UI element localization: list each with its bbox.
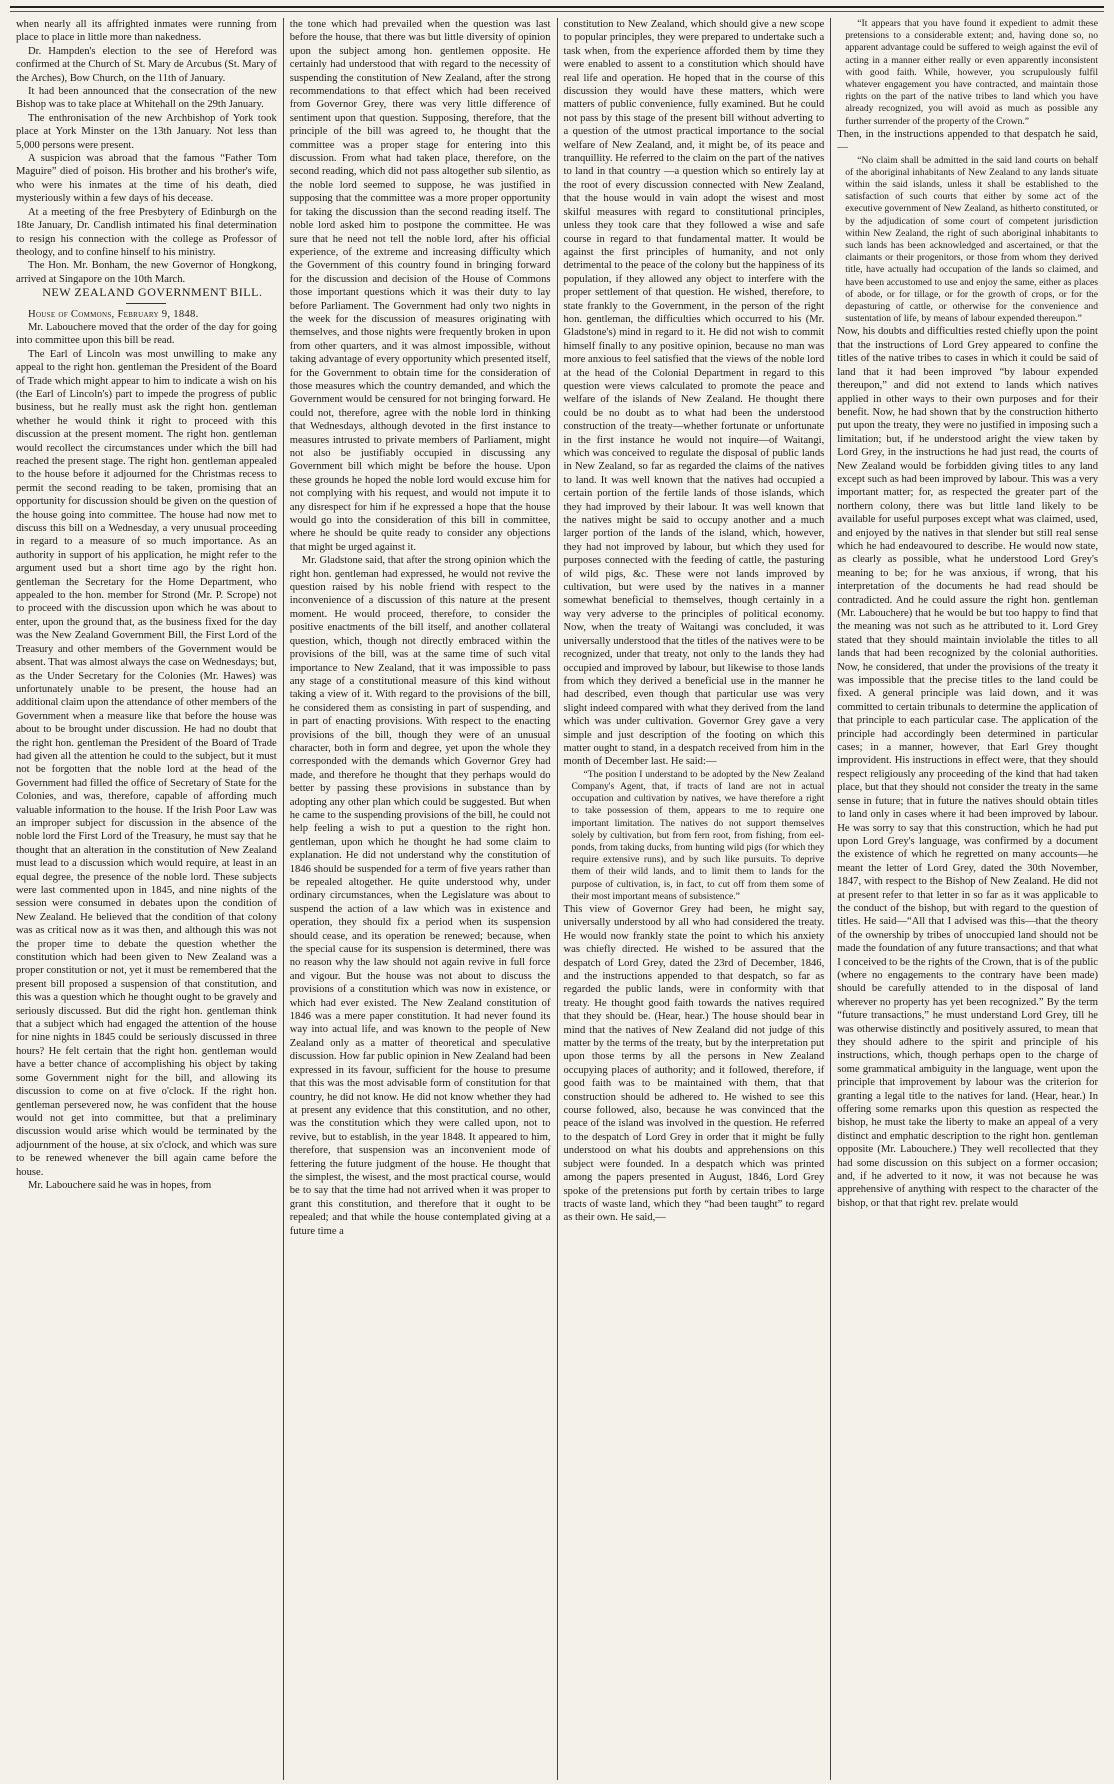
- paragraph: constitution to New Zealand, which should give a new scope to popular principles, they were prepared to undertake such a task when, from the experience afforded them by time they were enabled to assent to a constitution which should have real life and operation. He hoped that in the course of this discussion they would have these matters, which were matters of public convenience, fully examined. But he could not pass by this stage of the present bill without adverting to a question of the utmost practical importance to the social welfare of New Zealand, and, it might be, of its peace and tranquillity. He referred to the claim on the part of the natives to land in that country —a question which so entirely lay at the root of every discussion connected with New Zealand, that the house would in vain adopt the wisest and most skilful measures with regard to constitutional principles, unless they took care that they followed a wise and safe course in regard to that fundamental matter. It would be against the first principles of humanity, and not only detrimental to the peace of the colony but the happiness of its population, if they allowed any object to interfere with the proper settlement of that question. He wished, therefore, to state frankly to the Government, in the person of the right hon. gentleman, the difficulties which occurred to his (Mr. Gladstone's) mind in regard to it. He did not wish to commit himself finally to any positive opinion, because no man was more anxious to feel satisfied that the views of the noble lord at the head of the Colonial Department in regard to this question were views calculated to promote the peace and welfare of the islands of New Zealand. He thought there could be no doubt as to what had been the understood construction of the treaty—whether fortunate or unfortunate in the first instance he would not inquire—of Waitangi, which was conceived to regulate the disposal of public lands in New Zealand, so far as regarded the claims of the natives to land. It was well known that the natives had occupied a certain portion of the fertile lands of those islands, which they had improved by their labour. It was well known that the natives might be said to occupy another and a much larger portion of the lands of the island, which, however, they had not improved by labour, but which they used for purposes connected with the feeding of cattle, the pasturing of wild pigs, &c. These were not lands improved by cultivation, but were used by the natives in a manner somewhat beneficial to themselves, though certainly in a way very adverse to the principles of political economy. Now, when the treaty of Waitangi was concluded, it was universally understood that the titles of the natives were to be recognized, under that treaty, not only to the lands they had occupied and improved by labour, but likewise to those lands from which they derived a beneficial use in the manner he had described, even though that particular use was very slight indeed compared with what they derived from the land which was under cultivation. Governor Grey gave a very simple and just description of the footing on which this matter ought to stand, in a despatch received from him in the month of December last. He said:—: [563, 19, 825, 768]
- quoted-passage: “The position I understand to be adopted by the New Zealand Company's Agent, that, if tracts of land are not in actual occupation and cultivation by natives, we have therefore a right to take possession of them, appears to me to require one important limitation. The natives do not support themselves solely by cultivation, but from fern root, from fishing, from eel-ponds, from taking ducks, from hunting wild pigs (for which they require extensive runs), and by such like pursuits. To deprive them of their wild lands, and to limit them to lands for the purpose of cultivation, is, in fact, to cut off from them some of their most important means of subsistence.”: [571, 768, 825, 902]
- heading-divider: [126, 303, 166, 304]
- paragraph: This view of Governor Grey had been, he might say, universally understood by all who had considered the treaty. He would now frankly state the point to which his anxiety was chiefly directed. He wished to be assured that the despatch of Lord Grey, dated the 23rd of December, 1846, and the instructions appended to that despatch, so far as regarded the public lands, were in conformity with that treaty. He thought good faith towards the natives required that they should be. (Hear, hear.) The house should bear in mind that the natives of New Zealand did not judge of this matter by the terms of the treaty, but by the interpretation put upon those terms by all the persons in New Zealand occupying places of authority; and it followed, therefore, if good faith was to be maintained with them, that that construction should be adhered to. He wished to see this course followed, also, because he was convinced that the peace of the island was involved in the question. He referred to the despatch of Lord Grey in order that it might be fully understood on what his doubts and apprehensions on this subject were founded. In a despatch which was printed among the papers presented in August, 1846, Lord Grey spoke of the pretensions put forth by certain tribes to large tracts of waste land, which they “had been taught” to regard as their own. He said,—: [563, 903, 825, 1224]
- paragraph: Now, his doubts and difficulties rested chiefly upon the point that the instructions of Lord Grey appeared to confine the titles of the native tribes to cases in which it could be said of land that it had been improved “by labour expended thereupon,” and did not extend to lands which natives applied in other ways to their own purposes and for their benefit. Now, he had shown that by the construction hitherto put upon the treaty, they were no justified in imposing such a limitation; but, if he understood aright the view taken by Lord Grey, in the instructions he had just read, the courts of New Zealand would be forbidden giving titles to any land except such as had been improved by labour. This was a very important matter; for, as respected the greater part of the northern colony, there was but little land likely to be available for useful purposes except what was claimed, used, and enjoyed by the natives in that slender but still real sense which he had endeavoured to describe. He would now state, as clearly as possible, what he understood Lord Grey's meaning to be; for he was anxious, if wrong, that his interpretation of the documents he had read should be contradicted. And he could assure the right hon. gentleman (Mr. Labouchere) that he would be but too happy to find that the meaning was not such as he attributed to it. Lord Grey stated that they should maintain inviolable the titles to all lands that had been recognized by the colonial authorities. Now, he considered, that under the provisions of the treaty it was impossible that the precise titles to the land could be fixed. A general principle was laid down, and it was committed to certain tribunals to determine the application of that principle to each particular case. The application of the principle had accordingly been determined in particular cases; in a manner, however, that Earl Grey thought improvident. His instructions in effect were, that they should respect religiously any proceeding of the kind that had taken place, but that they should not consider the treaty in the same sense in future; that in future the natives should obtain titles to land only in cases where it had been improved by labour. He was sorry to say that this construction, which he had put upon Lord Grey's language, was confirmed by a document the existence of which he regretted on many accounts—he meant the letter of Lord Grey, dated the 30th November, 1847, with respect to the Bishop of New Zealand. He did not at present refer to that letter in so far as it was applicable to the conduct of the bishop, but with regard to the question of titles. He said—“All that I advised was this—that the theory of the ownership by tribes of unoccupied land should not be made the foundation of any future transactions; and that what I conceived to be the rights of the Crown, that is of the public (where no engagements to the contrary have been made) should be carefully attended to in the disposal of land wherever no property has yet been recognized.” By the term “future transactions,” he must understand Lord Grey, till he was otherwise distinctly and positively assured, to mean that they should adhere to the spirit and principle of his instructions, which, though perhaps open to the charge of some grammatical ambiguity in the language, went upon the principle that improvement by labour was the criterion for granting a legal title to the natives for land. (Hear, hear.) In offering some remarks upon this question as respected the bishop, he must take the liberty to make an appeal of a very distinct and emphatic description to the right hon. gentleman opposite (Mr. Labouchere.) They well recollected that they had some discussion on this subject on a former occasion; and, if he adverted to it now, it was not because he was apprehensive of anything with respect to the character of the bishop, or that that right rev. prelate would: [837, 326, 1098, 1209]
- paragraph: Dr. Hampden's election to the see of Hereford was confirmed at the Church of St. Mary de Arcubus (St. Mary of the Arches), Bow Church, on the 11th of January.: [16, 45, 277, 84]
- paragraph: when nearly all its affrighted inmates were running from place to place in little more than nakedness.: [16, 19, 277, 44]
- article-heading: NEW ZEALAND GOVERNMENT BILL.: [42, 285, 263, 300]
- quoted-passage: “It appears that you have found it expedient to admit these pretensions to a considerable extent; and, having done so, no apparent advantage could be suffered to weigh against the evil of acting in a manner either really or even apparently inconsistent with good faith. While, however, you scrupulously fulfil whatever engagement you have contracted, and maintain those rights on the part of the native tribes to land which you have already recognized, you will avoid as much as possible any further surrender of the property of the Crown.”: [845, 18, 1098, 127]
- paragraph: The Earl of Lincoln was most unwilling to make any appeal to the right hon. gentleman the President of the Board of Trade which might appear to him to indicate a wish on his (the Earl of Lincoln's) part to impede the progress of public business, but he really must ask the right hon. gentleman whether he would think it right to proceed with this discussion at the present moment. The right hon. gentleman would recollect the circumstances under which the bill had reached the present stage. The right hon. gentleman appealed to the house before it adjourned for the Christmas recess to permit the second reading to be taken, promising that an opportunity for discussion should be given on the question of the house going into committee. The house had now met to discuss this bill on a Wednesday, a very unusual proceeding in regard to a measure of so much importance. As an authority in support of his application, he might refer to the argument used but a short time ago by the right hon. gentleman the Secretary for the Home Department, who appealed to the hon. member for Strond (Mr. P. Scrope) not to proceed with the discussion upon which he was about to enter, upon the ground that, as the business fixed for the day was the New Zealand Government Bill, the First Lord of the Treasury and other members of the Government would be absent. That was almost always the case on Wednesdays; but, as the Under Secretary for the Colonies (Mr. Hawes) was unfortunately unable to be present, the house had an additional claim upon the attendance of other members of the Government when a measure like that before the house was about to be brought under discussion. He had no doubt that the right hon. gentleman the President of the Board of Trade had given all the attention he could to the subject, but it must not be forgotten that the noble lord at the head of the Government had filled the office of Secretary of State for the Colonies, and was, therefore, capable of affording much valuable information to the house. If the Irish Poor Law was an improper subject for discussion in the absence of the noble lord the First Lord of the Treasury, he must say that he thought that an alteration in the constitution of New Zealand must lead to a discussion which would require, at least in an equal degree, the presence of the noble lord. These subjects were last commented upon in 1845, and nine nights of the session were consumed in debates upon the condition of New Zealand. He believed that the condition of that colony was as critical now as it was then, and although this was not the proper time to debate the question whether the constitution which had been given to New Zealand was a proper constitution or not, yet it must be remembered that the present bill proposed a suspension of that constitution, and this was a question which he thought ought to be gravely and seriously discussed. But did the right hon. gentleman think that a subject which had engaged the attention of the house for nine nights in 1845 could be seriously discussed in three hours? He felt certain that the right hon. gentleman would have a better chance of accomplishing his object by taking some Government night for the bill, and allowing its discussion to come on at five o'clock. If the right hon. gentleman persevered now, he was confident that the house would not get into committee, but that a preliminary discussion would arise which would be terminated by the adjournment of the house, at six o'clock, and which was sure to be renewed whenever the bill again came before the house.: [16, 348, 277, 1178]
- columns-container: [10, 18, 1104, 1780]
- column-1: [10, 18, 284, 1780]
- paragraph: Mr. Labouchere said he was in hopes, from: [28, 1179, 212, 1191]
- paragraph: the tone which had prevailed when the question was last before the house, that there was but little diversity of opinion upon the subject among hon. gentlemen opposite. He certainly had understood that with regard to the necessity of suspending the constitution of New Zealand, after the strong recommendations to that effect which had been received from Governor Grey, there was very little difference of sentiment upon that question. Supposing, therefore, that the principle of the bill was agreed to, he thought that the committee was a proper stage for entering into this discussion. From what had taken place, therefore, on the second reading, which did not pass altogether sub silentio, as the noble lord seemed to suppose, he was justified in supposing that the committee was a more proper opportunity for taking the discussion than the second reading itself. The noble lord asked him to postpone the committee. He was sure that he need not tell the noble lord, after his official experience, of the extreme and increasing difficulty which the Government of this country found in bringing forward for the discussion and decision of the House of Commons those important questions which it was their duty to lay before Parliament. The Government had only two nights in the week for the discussion of measures originating with themselves, and those nights were frequently broken in upon from other quarters, and it was almost impossible, without taking advantage of every opportunity which presented itself, for the Government to obtain time for the consideration of those measures which the country demanded, and which the Government would be censured for not bringing forward. He could not, therefore, agree with the noble lord in thinking that Wednesdays, although devoted in the first instance to measures intrusted to private members of Parliament, might not also be justifiably occupied in discussing any Government bill which might be before the house. Upon these grounds he hoped the noble lord would excuse him for not complying with his request, and would not impute it to any disrespect for him if he expressed a hope that the house would go into the consideration of this bill in committee, where he should be quite ready to consider any objections that might be urged against it.: [289, 19, 551, 553]
- paragraph: Mr. Gladstone said, that after the strong opinion which the right hon. gentleman had expressed, he would not revive the question raised by his noble friend with respect to the inconvenience of a discussion of this nature at the present moment. He would proceed, therefore, to consider the positive enactments of the bill itself, and another collateral question, which, though not directly embraced within the provisions of the bill, was at the same time of such vital importance to New Zealand, that it was impossible to pass any stage of a constitutional measure of this kind without taking a view of it. With regard to the provisions of the bill, he considered them as consisting in part of suspending, and in part of enacting provisions. With respect to the enacting provisions of the bill, though they were of an unusual character, both in form and degree, yet upon the whole they corresponded with the demands which Governor Grey had made, and therefore he thought that they perhaps would do better by passing these provisions in substance than by adopting any other plan which could be suggested. But when he came to the suspending provisions of the bill, he could not help feeling a wish to put a question to the right hon. gentleman, upon which he thought he had some claim to explanation. He did not understand why the constitution of 1846 should be suspended for a term of five years rather than be repealed altogether. He quite understood why, under ordinary circumstances, when the Legislature was about to suspend the action of a law which was in existence and operation, they should fix a period when its suspension should cease, and its operation be renewed; because, when the special cause for its suspension is determined, there was no reason why the law should not again revive in full force and vigour. But the house was not about to discuss the provisions of a constitution which was now in existence, or which had ever existed. The New Zealand constitution of 1846 was a mere paper constitution. It had never found its way into actual life, and was known to the people of New Zealand only as a matter of theoretical and speculative discussion. How far public opinion in New Zealand had been expressed in its favour, sufficient for the house to presume that this was the most advisable form of constitution for that country, he did not know. He did not know whether they had at present any evidence that this constitution, and no other, was the constitution which they were called upon, not to revive, but to establish, in the year 1848. It appeared to him, therefore, that suspension was an inconvenient mode of fettering the future judgment of the house. He thought that the simplest, the wisest, and the most practical course, would be to say that the time had not arrived when it was proper to grant this constitution, and therefore that it ought to be repealed; and that while the house contemplated giving at a future time a: [289, 555, 551, 1237]
- paragraph: Then, in the instructions appended to that despatch he said,—: [837, 128, 1098, 154]
- article-dateline: House of Commons, February 9, 1848.: [28, 308, 199, 320]
- paragraph: The Hon. Mr. Bonham, the new Governor of Hongkong, arrived at Singapore on the 10th March.: [16, 260, 277, 285]
- column-4: [831, 18, 1104, 1780]
- paragraph: The enthronisation of the new Archbishop of York took place at York Minster on the 13th January. Not less than 5,000 persons were present.: [16, 112, 277, 151]
- top-rule: [10, 6, 1104, 12]
- column-3: [558, 18, 832, 1780]
- paragraph: Mr. Labouchere moved that the order of the day for going into committee upon this bill be read.: [16, 321, 277, 347]
- paragraph: A suspicion was abroad that the famous “Father Tom Maguire” died of poison. His brother and his brother's wife, who were his inmates at the time of his death, died mysteriously within a few days of his decease.: [16, 153, 277, 205]
- paragraph: It had been announced that the consecration of the new Bishop was to take place at Whitehall on the 29th January.: [16, 86, 277, 111]
- column-2: [284, 18, 558, 1780]
- quoted-passage: “No claim shall be admitted in the said land courts on behalf of the aboriginal inhabitants of New Zealand to any lands situate within the said islands, unless it shall be established to the satisfaction of such courts that either by some act of the executive government of New Zealand, as hitherto constituted, or by the adjudication of some court of competent jurisdiction within New Zealand, the right of such aboriginal inhabitants to such lands has been acknowledged and ascertained, or that the claimants or their progenitors, or those from whom they derived title, have actually had occupation of the lands so claimed, and have been accustomed to use and enjoy the same, either as places of abode, or for tillage, or for the growth of crops, or for the depasturing of cattle, or otherwise for the convenience and sustentation of life, by means of labour expended thereupon.”: [845, 154, 1098, 325]
- paragraph: At a meeting of the free Presbytery of Edinburgh on the 18te January, Dr. Candlish intimated his final determination to resign his connection with the college as Professor of theology, and to confine hinself to his ministry.: [16, 206, 277, 258]
